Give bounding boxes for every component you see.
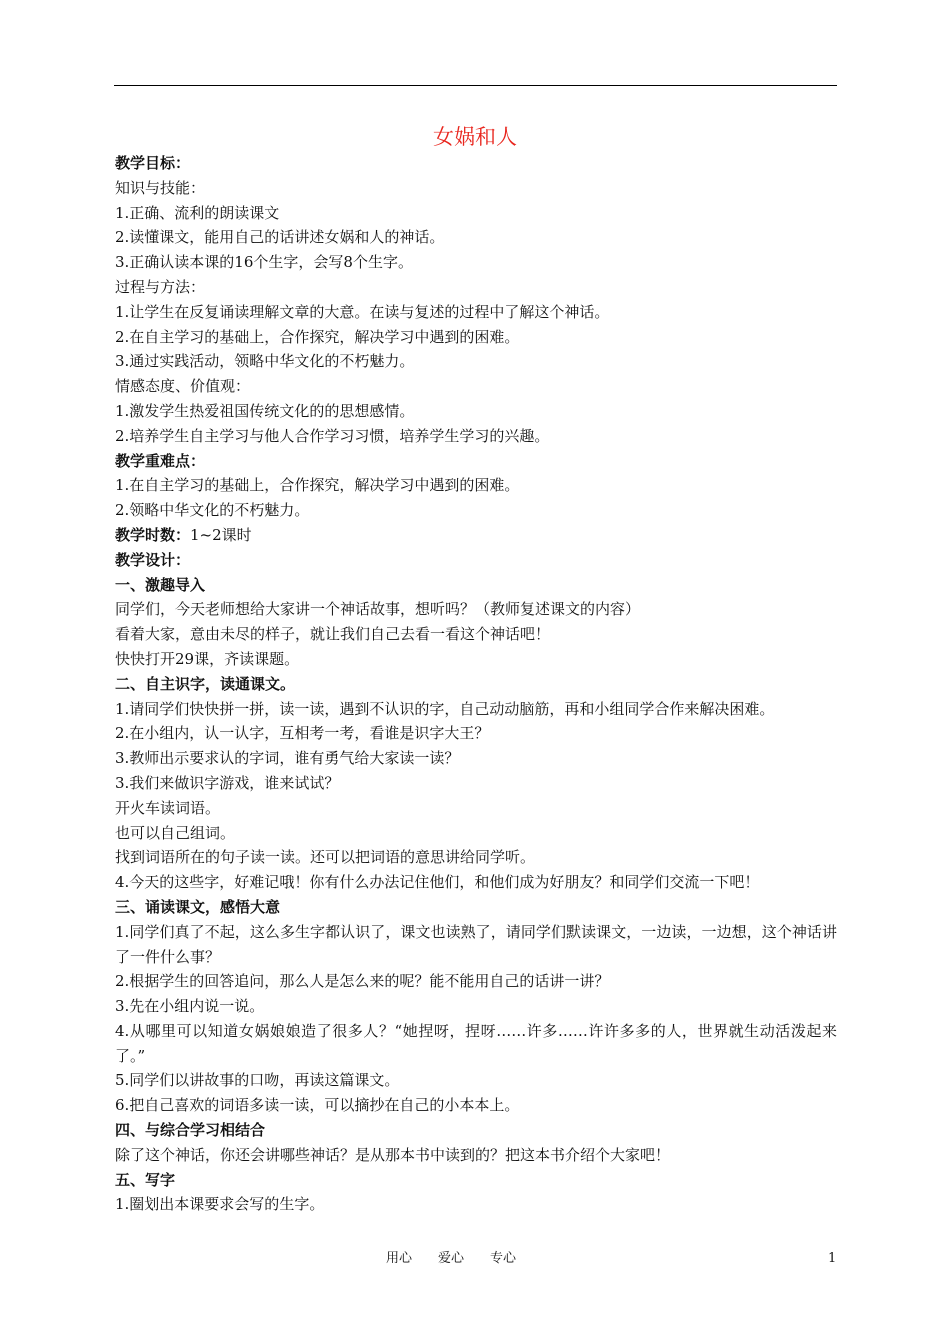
- paragraph-line: 1.在自主学习的基础上，合作探究，解决学习中遇到的困难。: [115, 476, 520, 495]
- paragraph-line: 找到词语所在的句子读一读。还可以把词语的意思讲给同学听。: [115, 848, 536, 867]
- section-heading: 三、诵读课文，感悟大意: [115, 897, 281, 916]
- paragraph-line: [115, 523, 837, 548]
- paragraph-line: 2.培养学生自主学习与他人合作学习习惯，培养学生学习的兴趣。: [115, 426, 550, 445]
- paragraph-line: 情感态度、价值观：: [115, 377, 251, 396]
- paragraph-line: 1.让学生在反复诵读理解文章的大意。在读与复述的过程中了解这个神话。: [115, 302, 610, 321]
- section-heading: 教学重难点：: [115, 451, 206, 470]
- paragraph-line: 3.教师出示要求认的字词，谁有勇气给大家读一读？: [115, 749, 460, 768]
- paragraph-line: 1.正确、流利的朗读课文: [115, 203, 280, 222]
- header-rule: [114, 85, 837, 86]
- footer-motto: 用心 爱心 专心: [386, 1251, 517, 1266]
- section-heading: 四、与综合学习相结合: [115, 1121, 266, 1140]
- paragraph-line: 快快打开29课，齐读课题。: [115, 649, 300, 668]
- paragraph-line: 1.激发学生热爱祖国传统文化的的思想感情。: [115, 401, 415, 420]
- paragraph-line: 3.正确认读本课的16个生字，会写8个生字。: [115, 253, 413, 272]
- page-number: 1: [828, 1251, 837, 1266]
- section-heading: 教学设计：: [115, 550, 191, 569]
- paragraph-line: 过程与方法：: [115, 277, 206, 296]
- line-label: 教学时数：: [115, 525, 191, 544]
- paragraph-line: 3.通过实践活动，领略中华文化的不朽魅力。: [115, 352, 415, 371]
- paragraph-line: 同学们，今天老师想给大家讲一个神话故事，想听吗？（教师复述课文的内容）: [115, 600, 641, 619]
- paragraph-line: 4.从哪里可以知道女娲娘娘造了很多人？“她捏呀，捏呀……许多……许许多多的人，世界就生动活泼起来了。”: [115, 1021, 837, 1065]
- document-title: 女娲和人: [433, 125, 517, 149]
- paragraph-line: 除了这个神话，你还会讲哪些神话？是从那本书中读到的？把这本书介绍个大家吧！: [115, 1145, 671, 1164]
- section-heading: 五、写字: [115, 1170, 176, 1189]
- paragraph-line: 2.在小组内，认一认字，互相考一考，看谁是识字大王？: [115, 724, 490, 743]
- paragraph-line: 6.把自己喜欢的词语多读一读，可以摘抄在自己的小本本上。: [115, 1096, 520, 1115]
- paragraph-line: 1.请同学们快快拼一拼，读一读，遇到不认识的字，自己动动脑筋，再和小组同学合作来解决困难。: [115, 699, 775, 718]
- paragraph-line: 开火车读词语。: [115, 798, 221, 817]
- paragraph-line: 3.先在小组内说一说。: [115, 997, 265, 1016]
- paragraph-line: 3.我们来做识字游戏，谁来试试？: [115, 773, 340, 792]
- paragraph-line: 4.今天的这些字，好难记哦！你有什么办法记住他们，和他们成为好朋友？和同学们交流一下吧！: [115, 873, 760, 892]
- section-heading: 一、激趣导入: [115, 575, 206, 594]
- paragraph-line: 知识与技能：: [115, 178, 206, 197]
- paragraph-line: 1.同学们真了不起，这么多生字都认识了，课文也读熟了，请同学们默读课文，一边读，一边想，这个神话讲了一件什么事？: [115, 922, 837, 966]
- paragraph-line: 2.领略中华文化的不朽魅力。: [115, 501, 310, 520]
- section-heading: 二、自主识字，读通课文。: [115, 674, 296, 693]
- paragraph-line: 2.在自主学习的基础上，合作探究，解决学习中遇到的困难。: [115, 327, 520, 346]
- paragraph-line: 2.根据学生的回答追问，那么人是怎么来的呢？能不能用自己的话讲一讲？: [115, 972, 610, 991]
- section-heading: 教学目标：: [115, 154, 191, 172]
- paragraph-line: 2.读懂课文，能用自己的话讲述女娲和人的神话。: [115, 228, 445, 247]
- line-value: 1~2课时: [190, 525, 252, 544]
- paragraph-line: 看着大家，意由未尽的样子，就让我们自己去看一看这个神话吧！: [115, 625, 551, 644]
- page-footer: [0, 1249, 950, 1269]
- document-body: [115, 151, 837, 1217]
- paragraph-line: 5.同学们以讲故事的口吻，再读这篇课文。: [115, 1071, 400, 1090]
- paragraph-line: 1.圈划出本课要求会写的生字。: [115, 1195, 325, 1214]
- paragraph-line: 也可以自己组词。: [115, 823, 236, 842]
